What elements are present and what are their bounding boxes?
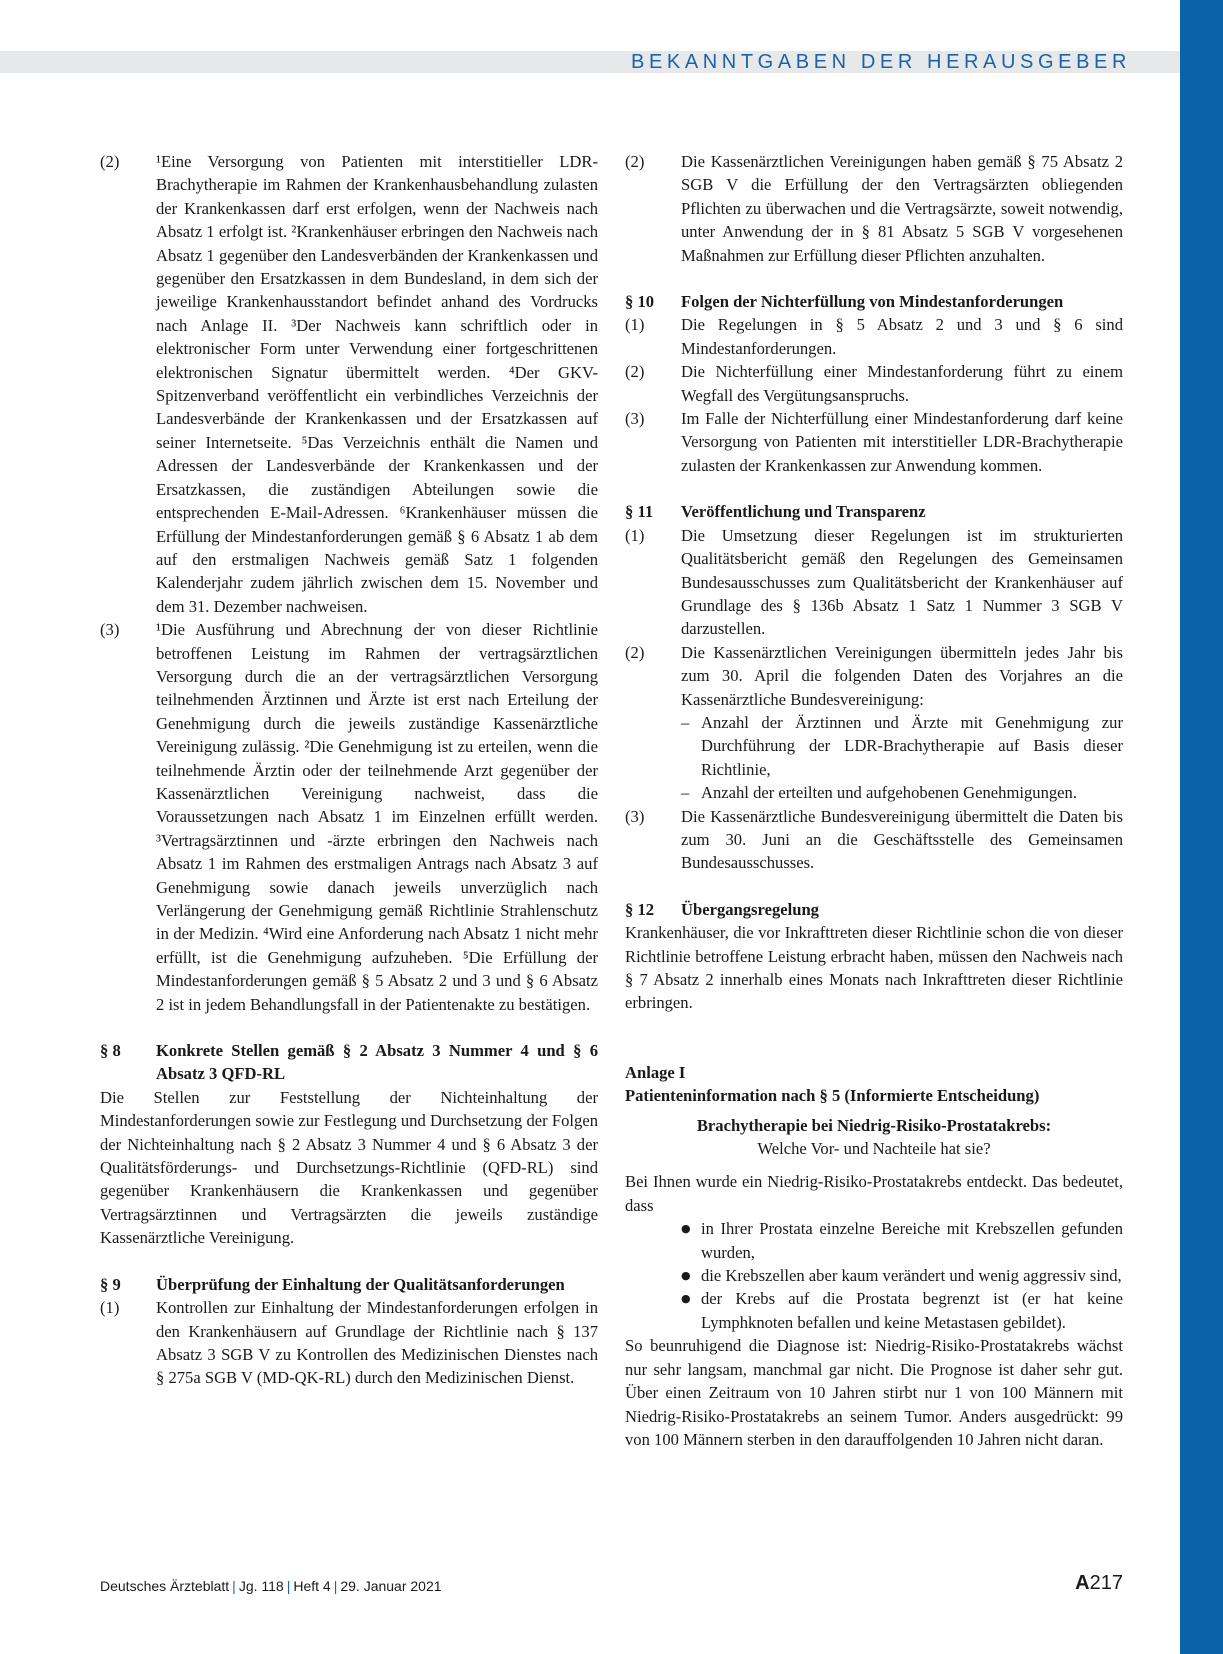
paragraph-text: Kontrollen zur Einhaltung der Mindestanforderungen erfolgen in den Krankenhäusern auf Grundlage der Richtlinie nach § 137 Absatz 3 SGB V zu Kontrollen des Medizinischen Dienstes nach § 275a SGB V (MD-QK-RL) durch den Medizinischen Dienst. [156, 1298, 598, 1388]
bullet-icon: ● [681, 1269, 691, 1283]
section-number: § 12 [625, 899, 655, 919]
paragraph-3 [100, 618, 598, 1016]
section-title: Konkrete Stellen gemäß § 2 Absatz 3 Nummer 4 und § 6 Absatz 3 QFD-RL [156, 1041, 598, 1084]
section-title: Veröffentlichung und Transparenz [681, 502, 926, 522]
list-item [625, 781, 1123, 804]
volume: Jg. 118 [238, 1578, 284, 1594]
section-title: Folgen der Nichterfüllung von Mindestanforderungen [681, 292, 1064, 312]
paragraph-number: (3) [625, 409, 645, 429]
info-subheading: Welche Vor- und Nachteile hat sie? [757, 1139, 991, 1159]
right-column [625, 150, 1123, 1451]
paragraph-text: Die Nichterfüllung einer Mindestanforderung führt zu einem Wegfall des Vergütungsanspruchs. [681, 362, 1123, 405]
issue: Heft 4 [293, 1578, 331, 1594]
anlage-title: Anlage I [625, 1062, 686, 1082]
side-stripe [1180, 0, 1223, 1654]
section-11-paragraph-1 [625, 524, 1123, 641]
page-prefix: A [1075, 1572, 1090, 1594]
section-number: § 8 [100, 1041, 121, 1061]
list-item-text: Anzahl der erteilten und aufgehobenen Genehmigungen. [701, 783, 1077, 803]
dash-marker: – [681, 783, 690, 803]
paragraph-number: (1) [625, 525, 645, 545]
separator: | [286, 1578, 291, 1594]
section-11-paragraph-3 [625, 805, 1123, 875]
separator: | [333, 1578, 338, 1594]
left-column [100, 150, 598, 1390]
paragraph-number: (1) [100, 1298, 120, 1318]
footer-citation [100, 1578, 442, 1594]
paragraph-text: Die Kassenärztlichen Vereinigungen übermitteln jedes Jahr bis zum 30. April die folgenden Daten des Vorjahres an die Kassenärztliche Bundesvereinigung: [681, 642, 1123, 709]
list-item [625, 711, 1123, 781]
paragraph-2 [100, 150, 598, 618]
info-intro: Bei Ihnen wurde ein Niedrig-Risiko-Prostatakrebs entdeckt. Das bedeutet, dass [625, 1172, 1123, 1215]
page-number [1075, 1572, 1123, 1595]
section-12-text: Krankenhäuser, die vor Inkrafttreten dieser Richtlinie schon die von dieser Richtlinie betroffene Leistung erbracht haben, müssen den Nachweis nach § 7 Absatz 2 innerhalb eines Monats nach Inkrafttreten dieser Richtlinie erbringen. [625, 923, 1123, 1013]
paragraph-text: Die Umsetzung dieser Regelungen ist im strukturierten Qualitätsbericht gemäß den Regelungen des Gemeinsamen Bundesausschusses zum Qualitätsbericht der Krankenhäuser auf Grundlage des § 136b Absatz 1 Satz 1 Nummer 3 SGB V darzustellen. [681, 525, 1123, 639]
section-9-paragraph-2 [625, 150, 1123, 267]
section-11-heading [625, 500, 1123, 523]
issue-date: 29. Januar 2021 [340, 1578, 442, 1594]
list-item-text: Anzahl der Ärztinnen und Ärzte mit Genehmigung zur Durchführung der LDR-Brachytherapie auf Basis dieser Richtlinie, [701, 712, 1123, 779]
section-title: Übergangsregelung [681, 899, 819, 919]
list-item [625, 1217, 1123, 1264]
section-10-paragraph-2 [625, 360, 1123, 407]
bullet-icon: ● [681, 1292, 691, 1306]
section-8-heading [100, 1039, 598, 1086]
paragraph-text: Die Kassenärztliche Bundesvereinigung übermittelt die Daten bis zum 30. Juni an die Geschäftsstelle des Gemeinsamen Bundesausschusses. [681, 806, 1123, 873]
list-item-text: in Ihrer Prostata einzelne Bereiche mit Krebszellen gefunden wurden, [701, 1219, 1123, 1262]
list-item-text: die Krebszellen aber kaum verändert und wenig aggressiv sind, [701, 1266, 1122, 1286]
paragraph-number: (2) [100, 152, 120, 171]
section-header-title: BEKANNTGABEN DER HERAUSGEBER [631, 51, 1131, 73]
info-outro: So beunruhigend die Diagnose ist: Niedrig-Risiko-Prostatakrebs wächst nur sehr langsam, manchmal gar nicht. Die Prognose ist daher sehr gut. Über einen Zeitraum von 10 Jahren stirbt nur 1 von 100 Männern mit Niedrig-Risiko-Prostatakrebs an seinem Tumor. Anders ausgedrückt: 99 von 100 Männern sterben in den darauffolgenden 10 Jahren nicht daran. [625, 1336, 1123, 1449]
section-10-paragraph-3 [625, 407, 1123, 477]
paragraph-text: Die Kassenärztlichen Vereinigungen haben gemäß § 75 Absatz 2 SGB V die Erfüllung der den Vertragsärzten obliegenden Pflichten zu überwachen und die Vertragsärzte, soweit notwendig, unter Anwendung der in § 81 Absatz 5 SGB V vorgesehenen Maßnahmen zur Erfüllung dieser Pflichten anzuhalten. [681, 152, 1123, 265]
paragraph-number: (1) [625, 315, 645, 335]
section-number: § 11 [625, 502, 654, 522]
paragraph-number: (2) [625, 362, 645, 382]
paragraph-text: ¹Die Ausführung und Abrechnung der von dieser Richtlinie betroffenen Leistung im Rahmen der vertragsärztlichen Versorgung durch die an der vertragsärztlichen Versorgung teilnehmenden Ärztinnen und Ärzte ist erst nach Erteilung der Genehmigung durch die jeweils zuständige Kassenärztliche Vereinigung zulässig. ²Die Genehmigung ist zu erteilen, wenn die teilnehmende Ärztin oder der teilnehmende Arzt gegenüber der Kassenärztlichen Vereinigung nachweist, dass die Voraussetzungen nach Absatz 1 im Einzelnen erfüllt werden. ³Vertragsärztinnen und -ärzte erbringen den Nachweis nach Absatz 1 im Rahmen des erstmaligen Antrags nach Absatz 3 auf Genehmigung sowie danach jeweils unverzüglich nach Verlängerung der Genehmigung gemäß Richtlinie Strahlenschutz in der Medizin. ⁴Wird eine Anforderung nach Absatz 1 nicht mehr erfüllt, ist die Genehmigung aufzuheben. ⁵Die Erfüllung der Mindestanforderungen gemäß § 5 Absatz 2 und 3 und § 6 Absatz 2 ist in jedem Behandlungsfall in der Patientenakte zu bestätigen. [156, 620, 598, 1014]
paragraph-number: (3) [100, 620, 120, 640]
paragraph-text: Die Regelungen in § 5 Absatz 2 und 3 und § 6 sind Mindestanforderungen. [681, 315, 1123, 358]
section-12-heading [625, 898, 1123, 921]
section-9-paragraph-1 [100, 1296, 598, 1390]
page-number-value: 217 [1089, 1572, 1123, 1594]
section-8-text: Die Stellen zur Feststellung der Nichteinhaltung der Mindestanforderungen sowie zur Festlegung und Durchsetzung der Folgen der Nichteinhaltung nach § 2 Absatz 3 Nummer 4 und § 6 Absatz 3 der Qualitätsförderungs- und Durchsetzungs-Richtlinie (QFD-RL) sind gegenüber Krankenhäusern die Krankenkassen und gegenüber Vertragsärztinnen und Vertragsärzten die jeweils zuständige Kassenärztliche Vereinigung. [100, 1087, 598, 1248]
section-10-heading [625, 290, 1123, 313]
paragraph-number: (2) [625, 642, 645, 662]
section-number: § 10 [625, 292, 655, 312]
paragraph-text: Im Falle der Nichterfüllung einer Mindestanforderung darf keine Versorgung von Patienten mit interstitieller LDR-Brachytherapie zulasten der Krankenkassen zur Anwendung kommen. [681, 409, 1123, 475]
section-9-heading [100, 1273, 598, 1296]
dash-marker: – [681, 712, 690, 732]
paragraph-number: (2) [625, 152, 645, 171]
separator: | [232, 1578, 236, 1594]
section-title: Überprüfung der Einhaltung der Qualitätsanforderungen [156, 1274, 565, 1294]
bullet-icon: ● [681, 1222, 691, 1236]
list-item-text: der Krebs auf die Prostata begrenzt ist (er hat keine Lymphknoten befallen und keine Metastasen gebildet). [701, 1289, 1123, 1332]
section-11-paragraph-2 [625, 641, 1123, 711]
info-heading: Brachytherapie bei Niedrig-Risiko-Prostatakrebs: [696, 1115, 1052, 1135]
section-number: § 9 [100, 1274, 121, 1294]
section-10-paragraph-1 [625, 313, 1123, 360]
list-item [625, 1287, 1123, 1334]
anlage-subtitle: Patienteninformation nach § 5 (Informierte Entscheidung) [625, 1086, 1040, 1106]
paragraph-text: ¹Eine Versorgung von Patienten mit interstitieller LDR-Brachytherapie im Rahmen der Krankenhausbehandlung zulasten der Krankenkassen darf erst erfolgen, wenn der Nachweis nach Absatz 1 erfolgt ist. ²Krankenhäuser erbringen den Nachweis nach Absatz 1 gegenüber den Landesverbänden der Krankenkassen und gegenüber den Ersatzkassen in dem Bundesland, in dem sich der jeweilige Krankenhausstandort befindet anhand des Vordrucks nach Anlage II. ³Der Nachweis kann schriftlich oder in elektronischer Form unter Verwendung einer fortgeschrittenen elektronischen Signatur übermittelt werden. ⁴Der GKV-Spitzenverband veröffentlicht ein verbindliches Verzeichnis der Landesverbände der Krankenkassen und der Ersatzkassen auf seiner Internetseite. ⁵Das Verzeichnis enthält die Namen und Adressen der Landesverbände der Krankenkassen und der Ersatzkassen, die zuständigen Abteilungen sowie die entsprechenden E-Mail-Adressen. ⁶Krankenhäuser müssen die Erfüllung der Mindestanforderungen gemäß § 6 Absatz 1 ab dem auf den erstmaligen Nachweis gemäß Satz 1 folgenden Kalenderjahr zudem jährlich zwischen dem 15. November und dem 31. Dezember nachweisen. [156, 152, 598, 616]
list-item [625, 1264, 1123, 1287]
paragraph-number: (3) [625, 806, 645, 826]
journal-name: Deutsches Ärzteblatt [100, 1578, 230, 1594]
